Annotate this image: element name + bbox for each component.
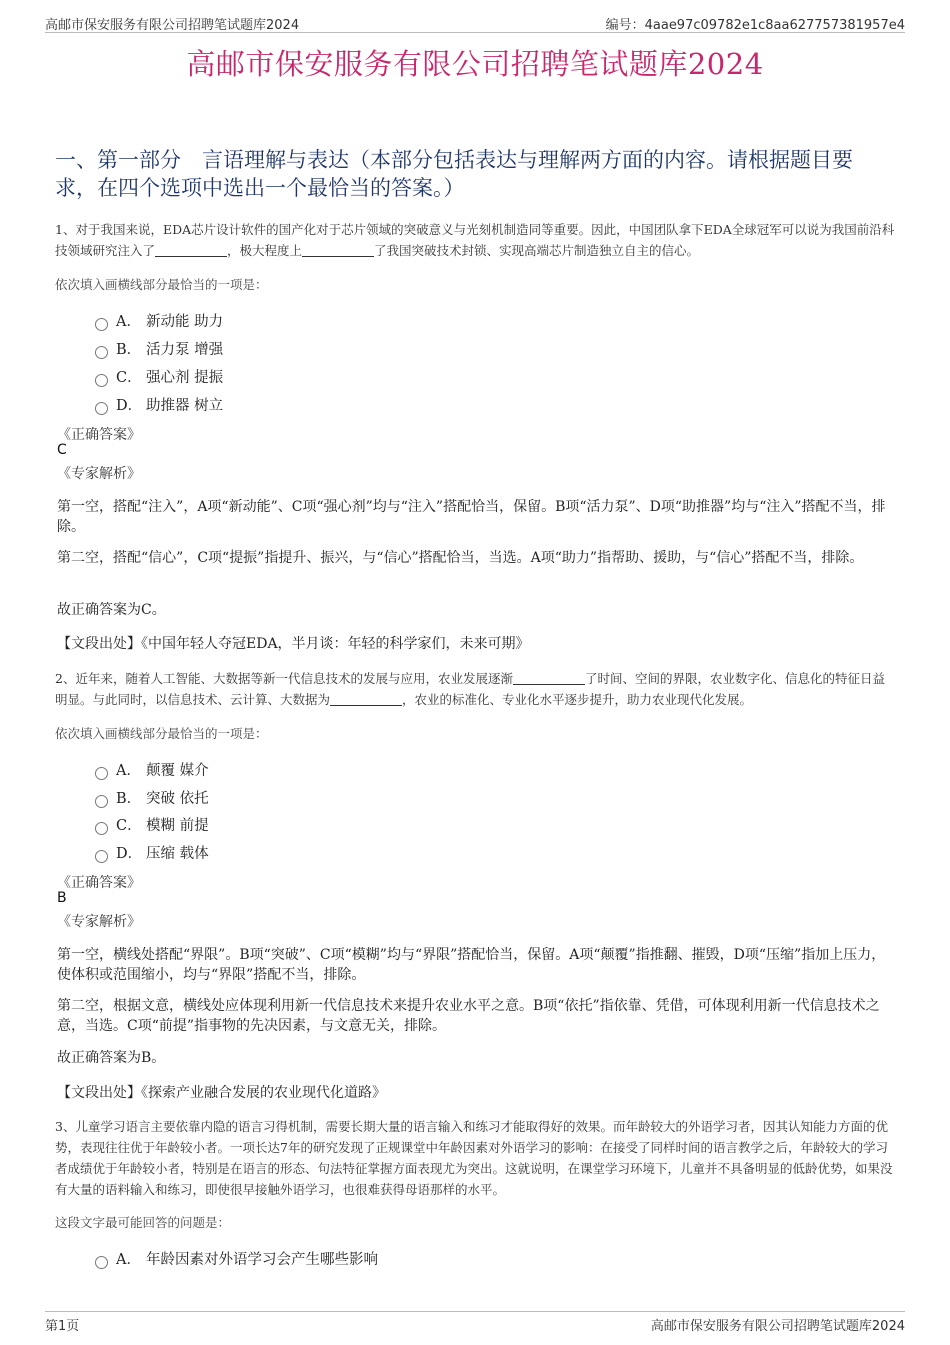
blank-1 <box>155 244 227 257</box>
blank-2 <box>330 693 402 706</box>
radio-icon[interactable] <box>95 850 108 863</box>
question-3-stem: 3、儿童学习语言主要依靠内隐的语言习得机制，需要长期大量的语言输入和练习才能取得好的效果。而年龄较大的外语学习者，因其认知能力方面的优势，表现往往优于年龄较小者。一项长达7年的研究发现了正规课堂中年龄因素对外语学习的影响：在接受了同样时间的语言教学之后，年龄较大的学习者成绩优于年龄较小者，特别是在语言的形态、句法特征掌握方面表现尤为突出。这就说明，在课堂学习环境下，儿童并不具备明显的低龄优势，如果没有大量的语料输入和练习，即使很早接触外语学习，也很难获得母语那样的水平。 <box>55 1119 893 1197</box>
source-citation: 【文段出处】《中国年轻人夺冠EDA，半月谈：年轻的科学家们，未来可期》 <box>57 636 530 652</box>
analysis-conclusion: 故正确答案为C。 <box>57 602 166 618</box>
question-1-stem: 1、对于我国来说，EDA芯片设计软件的国产化对于芯片领域的突破意义与光刻机制造同等重要。因此，中国团队拿下EDA全球冠军可以说为我国前沿科技领域研究注入了 ，极大程度上 了我国突破技术封锁、实现高端芯片制造独立自主的信心。 <box>55 222 895 258</box>
option-a[interactable]: A． 年龄因素对外语学习会产生哪些影响 <box>95 1248 378 1268</box>
source-citation: 【文段出处】《探索产业融合发展的农业现代化道路》 <box>57 1085 386 1101</box>
header-doc-title: 高邮市保安服务有限公司招聘笔试题库2024 <box>45 18 300 33</box>
page-header <box>45 12 905 33</box>
option-b[interactable]: B． 突破 依托 <box>95 787 209 807</box>
radio-icon[interactable] <box>95 346 108 359</box>
option-b[interactable]: B． 活力泵 增强 <box>95 338 223 358</box>
analysis-paragraph: 第一空，横线处搭配“界限”。B项“突破”、C项“模糊”均与“界限”搭配恰当，保留。A项“颠覆”指推翻、摧毁，D项“压缩”指加上压力，使体积或范围缩小，均与“界限”搭配不当，排除。 <box>57 947 886 983</box>
analysis-label: 《专家解析》 <box>57 466 141 482</box>
blank-1 <box>513 672 585 685</box>
option-c[interactable]: C． 模糊 前提 <box>95 814 209 834</box>
answer-value: C <box>57 442 67 458</box>
radio-icon[interactable] <box>95 822 108 835</box>
radio-icon[interactable] <box>95 767 108 780</box>
answer-label: 《正确答案》 <box>57 875 141 891</box>
question-2-stem: 2、近年来，随着人工智能、大数据等新一代信息技术的发展与应用，农业发展逐渐 了时间、空间的界限，农业数字化、信息化的特征日益明显。与此同时，以信息技术、云计算、大数据为 ，农业的标准化、专业化水平逐步提升，助力农业现代化发展。 <box>55 671 885 707</box>
radio-icon[interactable] <box>95 374 108 387</box>
radio-icon[interactable] <box>95 795 108 808</box>
option-d[interactable]: D． 助推器 树立 <box>95 394 223 414</box>
question-2-prompt: 依次填入画横线部分最恰当的一项是： <box>55 726 268 741</box>
question-1-prompt: 依次填入画横线部分最恰当的一项是： <box>55 277 268 292</box>
analysis-paragraph: 第二空，搭配“信心”，C项“提振”指提升、振兴，与“信心”搭配恰当，当选。A项“助力”指帮助、援助，与“信心”搭配不当，排除。 <box>57 550 864 566</box>
footer-doc-title: 高邮市保安服务有限公司招聘笔试题库2024 <box>650 1319 905 1334</box>
radio-icon[interactable] <box>95 1256 108 1269</box>
analysis-paragraph: 第二空，根据文意，横线处应体现利用新一代信息技术来提升农业水平之意。B项“依托”指依靠、凭借，可体现利用新一代信息技术之意，当选。C项“前提”指事物的先决因素，与文意无关，排除。 <box>57 998 880 1034</box>
page-number: 第1页 <box>45 1319 80 1334</box>
page-footer <box>45 1311 905 1334</box>
option-a[interactable]: A． 颠覆 媒介 <box>95 759 209 779</box>
page-title: 高邮市保安服务有限公司招聘笔试题库2024 <box>186 47 764 81</box>
question-3-prompt: 这段文字最可能回答的问题是： <box>55 1215 231 1230</box>
section-heading: 一、第一部分 言语理解与表达（本部分包括表达与理解两方面的内容。请根据题目要求，在四个选项中选出一个最恰当的答案。） <box>55 148 853 200</box>
radio-icon[interactable] <box>95 402 108 415</box>
analysis-paragraph: 第一空，搭配“注入”，A项“新动能”、C项“强心剂”均与“注入”搭配恰当，保留。B项“活力泵”、D项“助推器”均与“注入”搭配不当，排除。 <box>57 499 886 535</box>
blank-2 <box>302 244 374 257</box>
header-doc-id: 编号：4aae97c09782e1c8aa627757381957e4 <box>605 18 905 33</box>
answer-value: B <box>57 890 67 906</box>
option-d[interactable]: D． 压缩 载体 <box>95 842 209 862</box>
analysis-conclusion: 故正确答案为B。 <box>57 1050 166 1066</box>
option-c[interactable]: C． 强心剂 提振 <box>95 366 223 386</box>
analysis-label: 《专家解析》 <box>57 914 141 930</box>
option-a[interactable]: A． 新动能 助力 <box>95 310 223 330</box>
answer-label: 《正确答案》 <box>57 427 141 443</box>
radio-icon[interactable] <box>95 318 108 331</box>
